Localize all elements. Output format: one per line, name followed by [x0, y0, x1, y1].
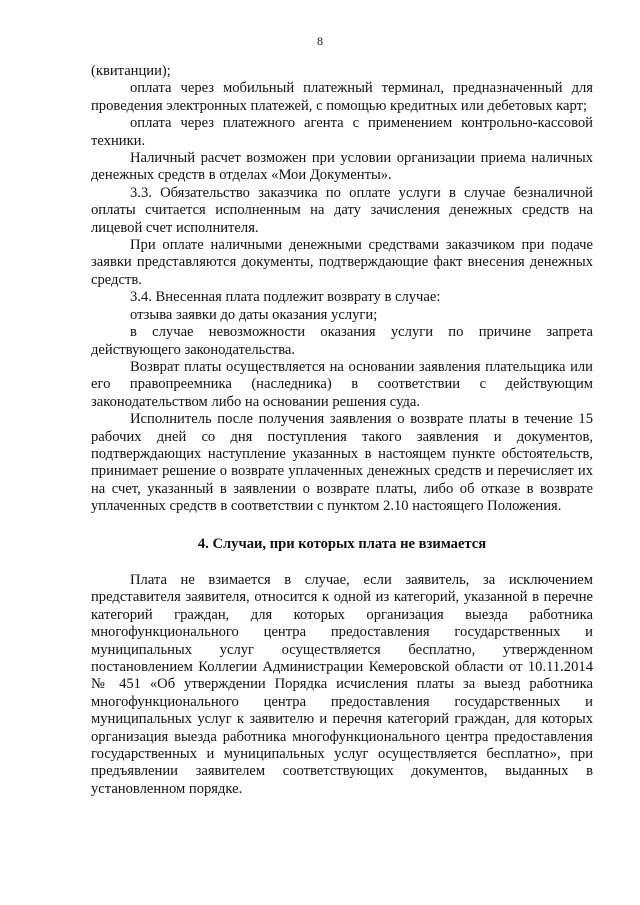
- page-number: 8: [317, 34, 323, 48]
- paragraph-cash-payment: Наличный расчет возможен при условии организации приема наличных денежных средств в отделах «Мои Документы».: [91, 150, 593, 184]
- paragraph-3-3: 3.3. Обязательство заказчика по оплате услуги в случае безналичной оплаты считается исполненным на дату зачисления денежных средств на лицевой счет исполнителя.: [91, 184, 593, 236]
- paragraph-receipt-continuation: (квитанции);: [91, 63, 171, 79]
- paragraph-3-4: 3.4. Внесенная плата подлежит возврату в случае:: [130, 289, 441, 306]
- document-body: [91, 63, 593, 798]
- paragraph-mobile-terminal: оплата через мобильный платежный терминал, предназначенный для проведения электронных платежей, с помощью кредитных или дебетовых карт;: [91, 80, 593, 114]
- paragraph-refund-impossibility: в случае невозможности оказания услуги по причине запрета действующего законодательства.: [91, 324, 593, 358]
- paragraph-refund-basis: Возврат платы осуществляется на основании заявления плательщика или его правопреемника (наследника) в соответствии с действующим законодательством либо на основании решения суда.: [91, 358, 593, 410]
- paragraph-refund-withdrawal: отзыва заявки до даты оказания услуги;: [130, 306, 378, 323]
- paragraph-payment-agent: оплата через платежного агента с применением контрольно-кассовой техники.: [91, 115, 593, 149]
- paragraph-refund-decision: Исполнитель после получения заявления о возврате платы в течение 15 рабочих дней со дня поступления такого заявления и документов, подтверждающих наступление указанных в настоящем пункте обстоятельств, принимает решение о возврате уплаченных денежных средств и перечисляет их на счет, указанный в заявлении о возврате платы, либо об отказе в возврате уплаченных средств в соответствии с пунктом 2.10 настоящего Положения.: [91, 411, 593, 515]
- paragraph-section-4: Плата не взимается в случае, если заявитель, за исключением представителя заявителя, относится к одной из категорий, указанной в перечне категорий граждан, для которых организация выезда работника многофункционального центра предоставления государственных и муниципальных услуг осуществляется бесплатно, утвержденном постановлением Коллегии Администрации Кемеровской области от 10.11.2014 № 451 «Об утверждении Порядка исчисления платы за выезд работника многофункционального центра предоставления государственных и муниципальных услуг к заявителю и перечня категорий граждан, для которых организация выезда работника многофункционального центра предоставления государственных и муниципальных услуг осуществляется бесплатно», при предъявлении заявителем соответствующих документов, выданных в установленном порядке.: [91, 571, 593, 797]
- section-4-heading: 4. Случаи, при которых плата не взимается: [197, 535, 487, 552]
- paragraph-cash-documents: При оплате наличными денежными средствами заказчиком при подаче заявки представляются документы, подтверждающие факт внесения денежных средств.: [91, 237, 593, 288]
